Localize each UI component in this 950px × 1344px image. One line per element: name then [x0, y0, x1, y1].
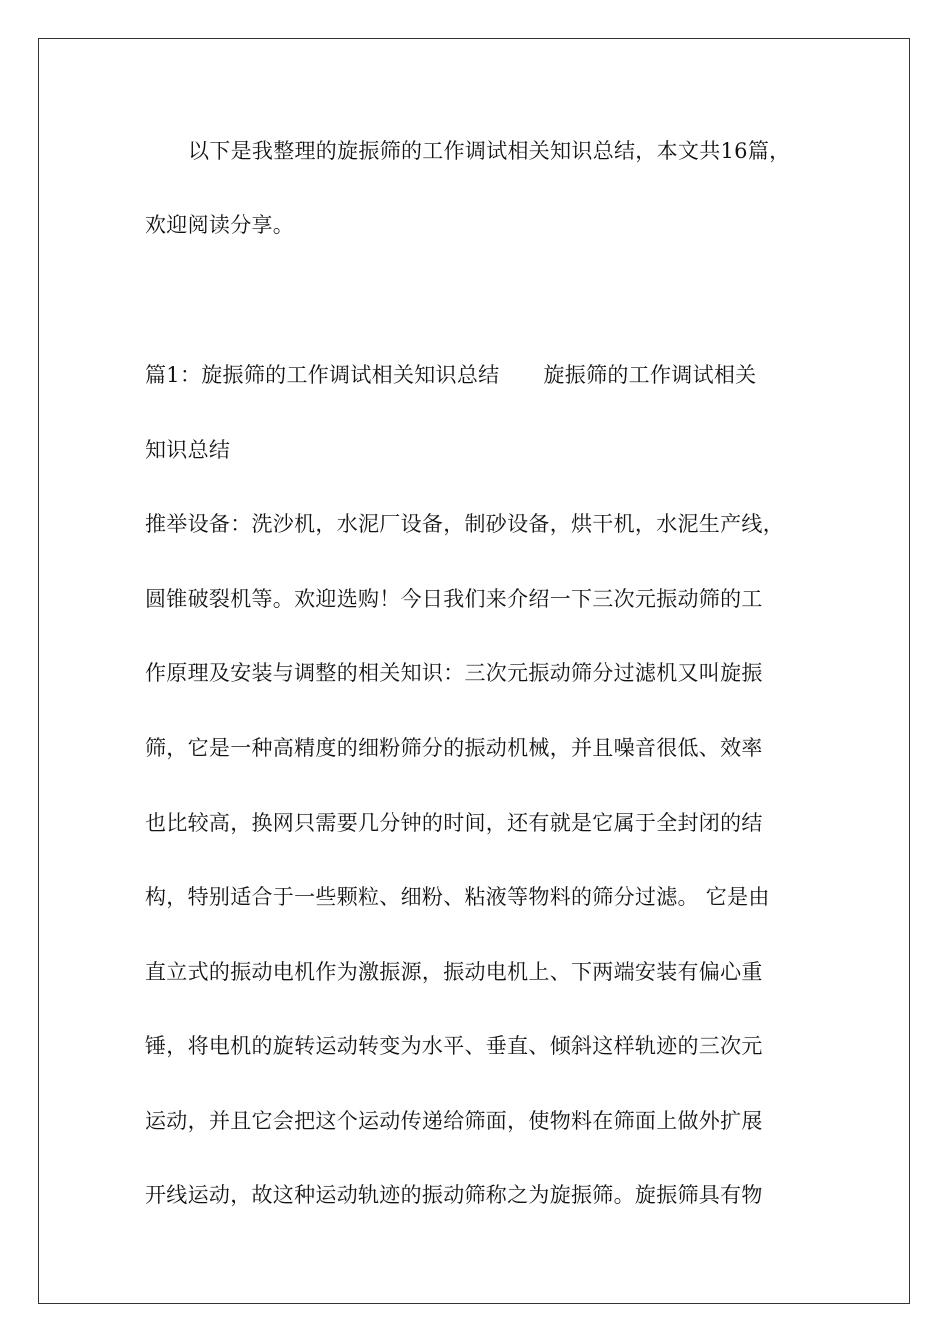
section-heading-subtitle: 旋振筛的工作调试相关	[543, 363, 757, 387]
body-line: 构，特别适合于一些颗粒、细粉、粘液等物料的筛分过滤。 它是由	[145, 885, 770, 909]
intro-line-2: 欢迎阅读分享。	[145, 213, 295, 237]
body-line: 锤，将电机的旋转运动转变为水平、垂直、倾斜这样轨迹的三次元	[145, 1034, 763, 1058]
section-heading-continued: 知识总结	[145, 438, 231, 462]
body-line: 作原理及安装与调整的相关知识：三次元振动筛分过滤机又叫旋振	[145, 661, 763, 685]
section-heading-title: 篇1：旋振筛的工作调试相关知识总结	[145, 363, 500, 387]
body-line: 直立式的振动电机作为激振源，振动电机上、下两端安装有偏心重	[145, 960, 763, 984]
body-line: 推举设备：洗沙机，水泥厂设备，制砂设备，烘干机，水泥生产线，	[145, 512, 784, 536]
body-line: 运动，并且它会把这个运动传递给筛面，使物料在筛面上做外扩展	[145, 1109, 763, 1133]
body-line: 筛，它是一种高精度的细粉筛分的振动机械，并且噪音很低、效率	[145, 736, 763, 760]
body-line: 圆锥破裂机等。欢迎选购！今日我们来介绍一下三次元振动筛的工	[145, 587, 763, 611]
intro-line-1: 以下是我整理的旋振筛的工作调试相关知识总结，本文共16篇，	[188, 139, 791, 163]
body-line: 开线运动，故这种运动轨迹的振动筛称之为旋振筛。旋振筛具有物	[145, 1183, 763, 1207]
body-line: 也比较高，换网只需要几分钟的时间，还有就是它属于全封闭的结	[145, 811, 763, 835]
section-heading	[145, 361, 756, 389]
